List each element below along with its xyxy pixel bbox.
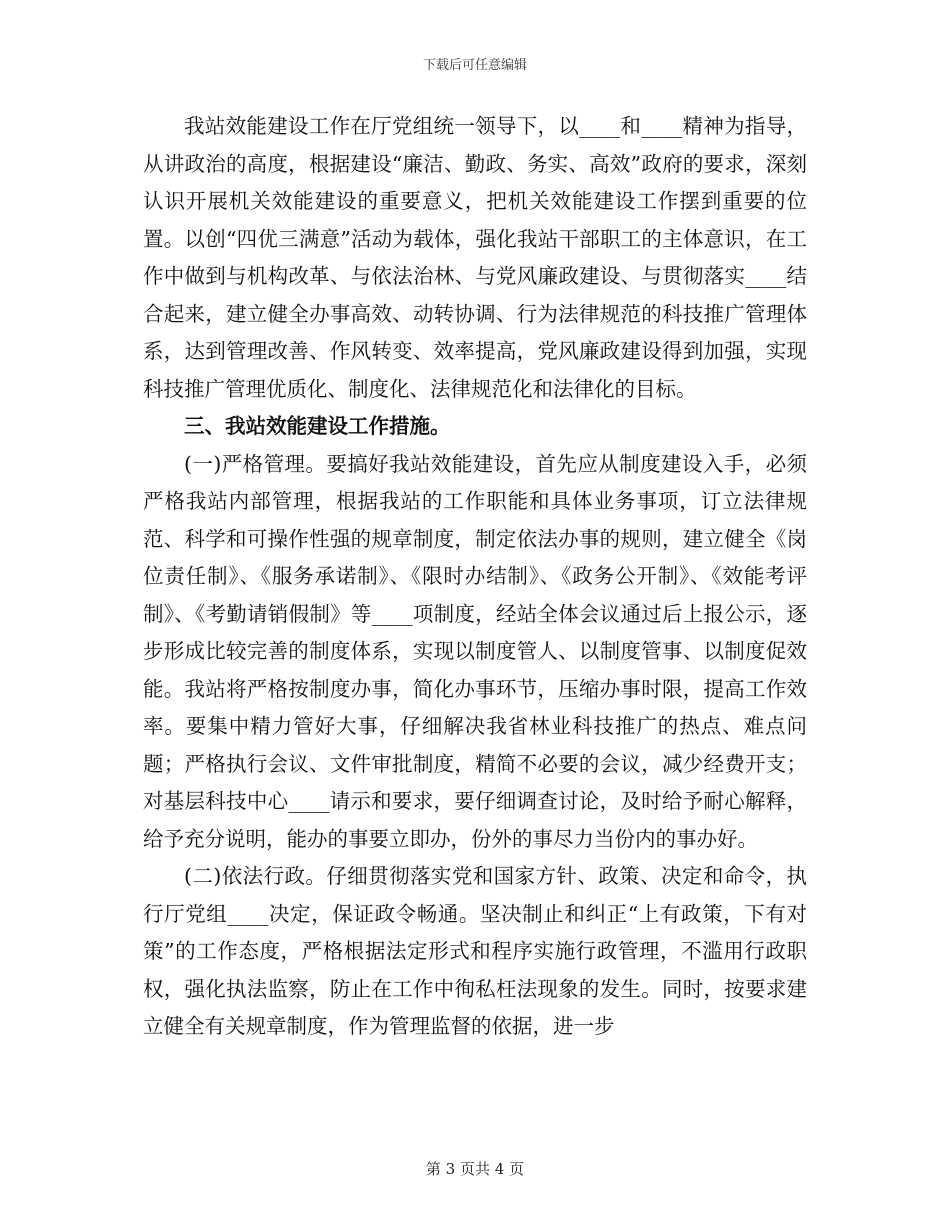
page-header: 下载后可任意编辑 bbox=[422, 58, 527, 73]
document-body bbox=[143, 108, 807, 1046]
section-heading: 三、我站效能建设工作措施。 bbox=[184, 414, 451, 438]
paragraph-lawful-administration: (二)依法行政。仔细贯彻落实党和国家方针、政策、决定和命令，执行厅党组____决定，保证政令畅通。坚决制止和纠正“上有政策，下有对策”的工作态度，严格根据法定形式和程序实施行政管理，不滥用行政职权，强化执法监察，防止在工作中徇私枉法现象的发生。同时，按要求建立健全有关规章制度，作为管理监督的依据，进一步 bbox=[143, 864, 807, 1038]
paragraph-intro: 我站效能建设工作在厅党组统一领导下，以____和____精神为指导，从讲政治的高度，根据建设“廉洁、勤政、务实、高效”政府的要求，深刻认识开展机关效能建设的重要意义，把机关效能建设工作摆到重要的位置。以创“四优三满意”活动为载体，强化我站干部职工的主体意识，在工作中做到与机构改革、与依法治林、与党风廉政建设、与贯彻落实____结合起来，建立健全办事高效、动转协调、行为法律规范的科技推广管理体系，达到管理改善、作风转变、效率提高，党风廉政建设得到加强，实现科技推广管理优质化、制度化、法律规范化和法律化的目标。 bbox=[143, 114, 807, 401]
paragraph-strict-management: (一)严格管理。要搞好我站效能建设，首先应从制度建设入手，必须严格我站内部管理，根据我站的工作职能和具体业务事项，订立法律规范、科学和可操作性强的规章制度，制定依法办事的规则，建立健全《岗位责任制》、《服务承诺制》、《限时办结制》、《政务公开制》、《效能考评制》、《考勤请销假制》等____项制度，经站全体会议通过后上报公示，逐步形成比较完善的制度体系，实现以制度管人、以制度管事、以制度促效能。我站将严格按制度办事，简化办事环节，压缩办事时限，提高工作效率。要集中精力管好大事，仔细解决我省林业科技推广的热点、难点问题；严格执行会议、文件审批制度，精简不必要的会议，减少经费开支；对基层科技中心____请示和要求，要仔细调查讨论，及时给予耐心解释，给予充分说明，能办的事要立即办，份外的事尽力当份内的事办好。 bbox=[143, 451, 807, 851]
page-footer: 第 3 页共 4 页 bbox=[425, 1160, 525, 1178]
